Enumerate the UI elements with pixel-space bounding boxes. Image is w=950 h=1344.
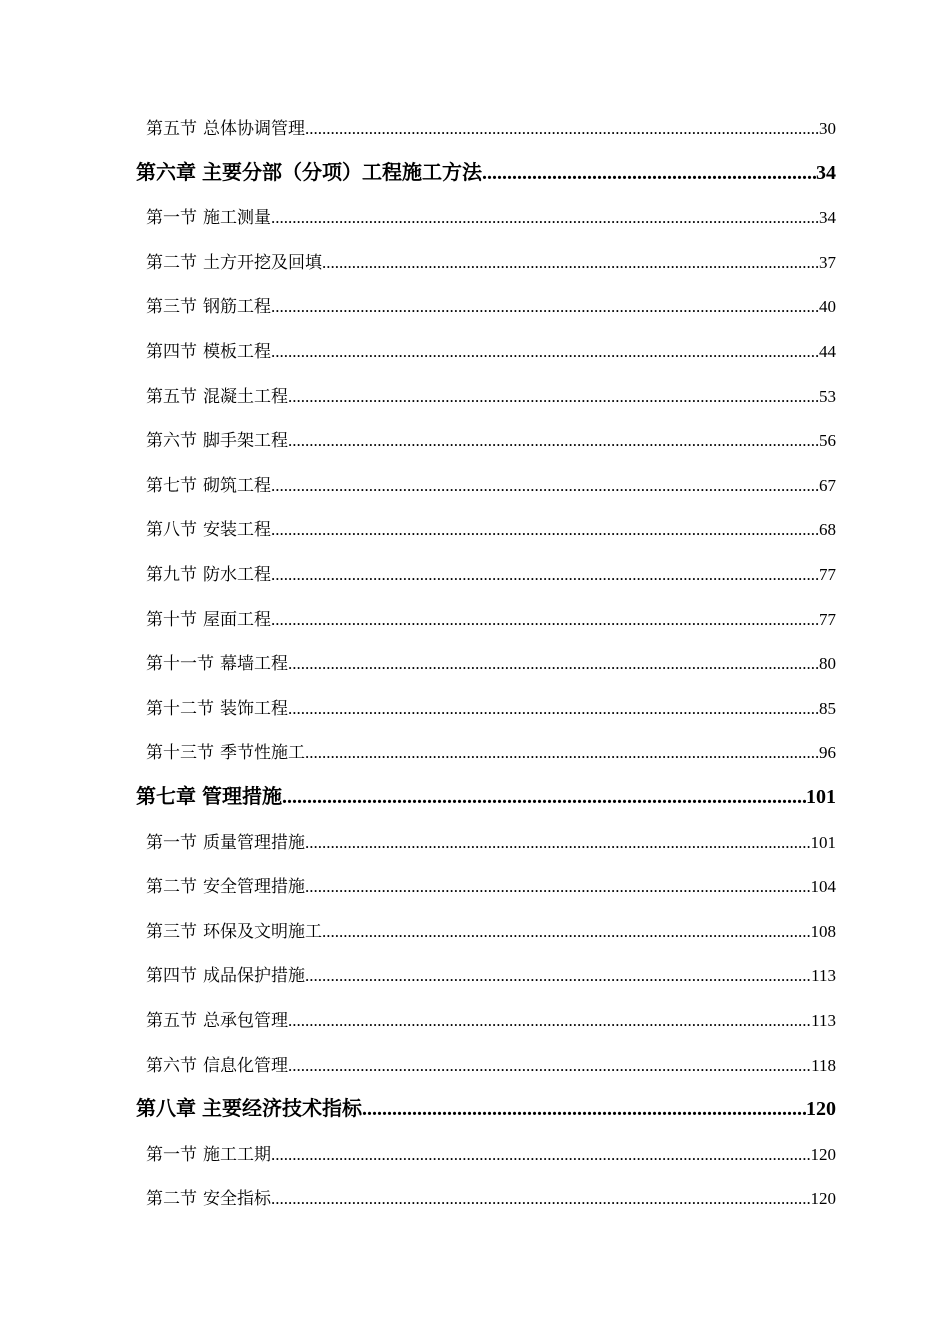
- toc-entry-title: 模板工程: [203, 342, 271, 362]
- toc-section-entry[interactable]: [0, 1140, 950, 1165]
- toc-section-entry[interactable]: [0, 1006, 950, 1031]
- toc-page-number: 120: [810, 1189, 836, 1209]
- toc-entry-number: 第十三节: [146, 743, 214, 764]
- toc-dot-leader: [271, 520, 819, 540]
- toc-dot-leader: [362, 1098, 806, 1121]
- toc-page-number: 56: [819, 431, 836, 451]
- toc-entry-number: 第十二节: [146, 698, 214, 719]
- toc-entry-title: 砌筑工程: [203, 475, 271, 496]
- toc-page-number: 40: [819, 297, 836, 317]
- toc-entry-number: 第二节: [146, 252, 197, 273]
- toc-entry-title: 总承包管理: [203, 1011, 288, 1031]
- toc-section-entry[interactable]: [0, 872, 950, 897]
- toc-page-number: 120: [810, 1144, 836, 1164]
- toc-entry-number: 第十一节: [146, 654, 214, 675]
- toc-dot-leader: [305, 833, 811, 853]
- toc-section-entry[interactable]: [0, 248, 950, 273]
- toc-page-number: 80: [819, 654, 836, 674]
- toc-page-number: 120: [806, 1098, 836, 1121]
- toc-section-entry[interactable]: [0, 203, 950, 228]
- toc-dot-leader: [271, 342, 819, 362]
- toc-entry-title: 钢筋工程: [203, 297, 271, 318]
- toc-entry-number: 第一节: [146, 832, 197, 853]
- toc-section-entry[interactable]: [0, 694, 950, 719]
- toc-entry-number: 第一节: [146, 1144, 197, 1165]
- toc-dot-leader: [288, 387, 819, 407]
- toc-page-number: 108: [810, 921, 836, 941]
- toc-section-entry[interactable]: [0, 961, 950, 986]
- toc-entry-number: 第三节: [146, 921, 197, 942]
- toc-entry-title: 环保及文明施工: [203, 921, 322, 942]
- toc-entry-number: 第七节: [146, 475, 197, 496]
- toc-entry-title: 主要分部（分项）工程施工方法: [202, 159, 482, 184]
- toc-page-number: 101: [806, 786, 836, 808]
- toc-dot-leader: [288, 431, 819, 451]
- toc-dot-leader: [305, 119, 819, 139]
- toc-page-number: 34: [819, 208, 836, 228]
- toc-dot-leader: [288, 654, 819, 674]
- toc-entry-title: 安全指标: [203, 1189, 271, 1210]
- toc-entry-number: 第二节: [146, 877, 197, 898]
- toc-page-number: 104: [810, 877, 836, 897]
- toc-section-entry[interactable]: [0, 649, 950, 674]
- toc-entry-number: 第九节: [146, 565, 197, 585]
- toc-entry-title: 混凝土工程: [203, 386, 288, 407]
- toc-entry-number: 第十节: [146, 609, 197, 630]
- toc-section-entry[interactable]: [0, 1051, 950, 1076]
- toc-page-number: 37: [819, 252, 836, 272]
- toc-dot-leader: [305, 966, 811, 986]
- toc-entry-number: 第三节: [146, 297, 197, 318]
- toc-section-entry[interactable]: [0, 1184, 950, 1209]
- toc-section-entry[interactable]: [0, 292, 950, 317]
- toc-section-entry[interactable]: [0, 738, 950, 763]
- toc-entry-title: 总体协调管理: [203, 119, 305, 139]
- toc-page-number: 113: [811, 1011, 836, 1030]
- toc-entry-title: 管理措施: [202, 784, 282, 808]
- toc-section-entry[interactable]: [0, 337, 950, 362]
- toc-dot-leader: [322, 922, 811, 942]
- toc-page-number: 101: [810, 832, 836, 852]
- toc-dot-leader: [271, 1189, 811, 1209]
- toc-entry-title: 主要经济技术指标: [202, 1096, 362, 1121]
- toc-entry-number: 第四节: [146, 342, 197, 362]
- toc-entry-title: 成品保护措施: [203, 966, 305, 987]
- toc-section-entry[interactable]: [0, 560, 950, 585]
- toc-section-entry[interactable]: [0, 426, 950, 451]
- toc-entry-number: 第六章: [136, 159, 196, 184]
- toc-chapter-entry[interactable]: [0, 1092, 950, 1121]
- toc-dot-leader: [305, 877, 811, 897]
- toc-entry-title: 信息化管理: [203, 1055, 288, 1076]
- toc-section-entry[interactable]: [0, 471, 950, 496]
- toc-entry-title: 施工工期: [203, 1144, 271, 1165]
- toc-page-number: 44: [819, 342, 836, 361]
- toc-entry-number: 第五节: [146, 386, 197, 407]
- toc-entry-title: 施工测量: [203, 208, 271, 229]
- toc-dot-leader: [288, 1056, 811, 1076]
- toc-entry-title: 脚手架工程: [203, 431, 288, 452]
- toc-page-number: 68: [819, 520, 836, 540]
- toc-entry-title: 幕墙工程: [220, 654, 288, 675]
- toc-page-number: 118: [811, 1055, 836, 1075]
- toc-dot-leader: [288, 1011, 811, 1031]
- toc-entry-number: 第六节: [146, 431, 197, 452]
- toc-page-number: 77: [819, 565, 836, 584]
- toc-section-entry[interactable]: [0, 828, 950, 853]
- toc-page-number: 113: [811, 966, 836, 986]
- toc-dot-leader: [288, 699, 819, 719]
- toc-chapter-entry[interactable]: [0, 156, 950, 185]
- toc-entry-number: 第五节: [146, 1011, 197, 1031]
- toc-entry-title: 防水工程: [203, 565, 271, 585]
- toc-dot-leader: [282, 786, 806, 809]
- toc-page-number: 30: [819, 119, 836, 138]
- toc-entry-title: 安全管理措施: [203, 877, 305, 898]
- toc-dot-leader: [271, 476, 819, 496]
- toc-page-number: 77: [819, 609, 836, 629]
- toc-dot-leader: [305, 743, 819, 763]
- toc-entry-number: 第五节: [146, 119, 197, 139]
- toc-dot-leader: [322, 253, 819, 273]
- toc-entry-number: 第六节: [146, 1055, 197, 1076]
- toc-entry-title: 屋面工程: [203, 609, 271, 630]
- toc-page-number: 67: [819, 475, 836, 495]
- toc-page-number: 53: [819, 386, 836, 406]
- toc-dot-leader: [271, 297, 819, 317]
- toc-page-number: 85: [819, 698, 836, 718]
- toc-entry-number: 第七章: [136, 784, 196, 808]
- toc-entry-title: 土方开挖及回填: [203, 252, 322, 273]
- toc-section-entry[interactable]: [0, 515, 950, 540]
- toc-section-entry[interactable]: [0, 114, 950, 139]
- toc-entry-number: 第八节: [146, 520, 197, 541]
- toc-chapter-entry[interactable]: [0, 780, 950, 809]
- toc-entry-title: 季节性施工: [220, 743, 305, 764]
- toc-entry-number: 第一节: [146, 208, 197, 229]
- toc-dot-leader: [271, 610, 819, 630]
- toc-section-entry[interactable]: [0, 917, 950, 942]
- toc-entry-number: 第二节: [146, 1189, 197, 1210]
- toc-section-entry[interactable]: [0, 605, 950, 630]
- toc-entry-title: 装饰工程: [220, 698, 288, 719]
- toc-entry-number: 第四节: [146, 966, 197, 987]
- toc-page-number: 34: [816, 161, 836, 184]
- toc-entry-title: 安装工程: [203, 520, 271, 541]
- toc-dot-leader: [482, 162, 816, 185]
- toc-entry-number: 第八章: [136, 1096, 196, 1121]
- toc-dot-leader: [271, 208, 819, 228]
- toc-entry-title: 质量管理措施: [203, 832, 305, 853]
- toc-section-entry[interactable]: [0, 382, 950, 407]
- toc-page-number: 96: [819, 743, 836, 763]
- toc-dot-leader: [271, 1145, 811, 1165]
- toc-dot-leader: [271, 565, 819, 585]
